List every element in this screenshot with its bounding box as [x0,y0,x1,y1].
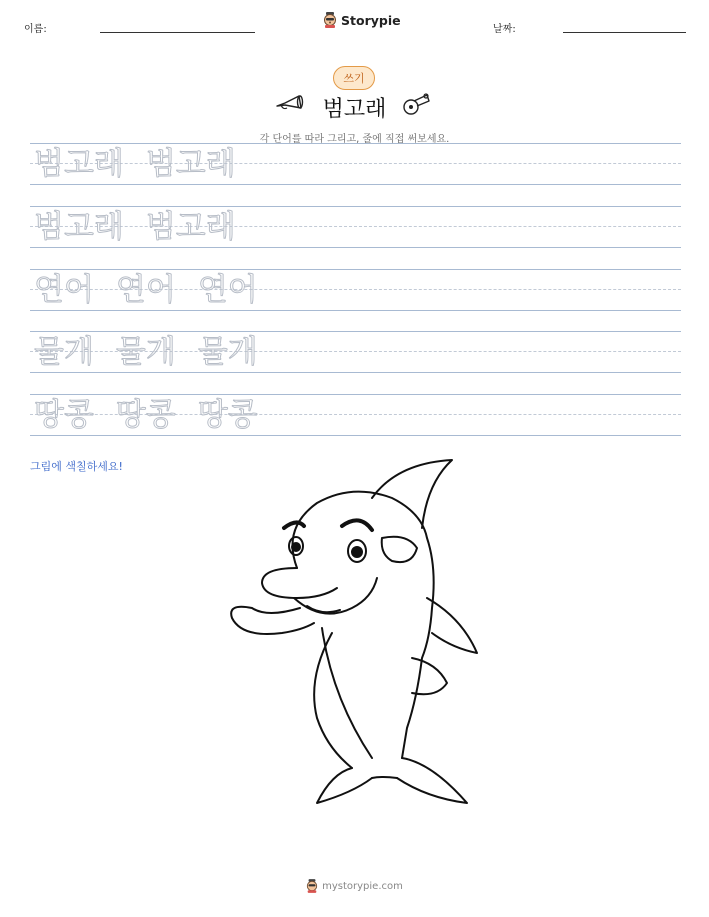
trace-word: 연어 [115,272,176,308]
trace-words [34,270,258,310]
trace-word: 연어 [197,272,258,308]
brand-name: Storypie [341,12,401,28]
story-bear-icon [306,879,318,893]
guide-bot-line [30,184,681,185]
trace-word: 연어 [34,272,94,308]
guide-bot-line [30,310,681,311]
practice-row[interactable] [30,331,681,373]
trace-words [34,332,258,372]
date-write-line [563,32,686,33]
guide-bot-line [30,372,681,373]
name-write-line [100,32,255,33]
footer [0,879,709,893]
story-bear-icon [323,12,337,28]
whistle-icon [401,92,431,116]
trace-word: 땅콩 [34,397,94,433]
orca-illustration [222,458,492,813]
trace-word: 땅콩 [197,397,258,433]
footer-url[interactable]: mystorypie.com [322,880,403,892]
practice-row[interactable] [30,206,681,248]
trace-word: 범고래 [145,209,236,245]
trace-word: 물개 [115,334,176,370]
practice-row[interactable] [30,394,681,436]
trace-word: 물개 [197,334,258,370]
guide-bot-line [30,247,681,248]
trace-words [34,144,236,184]
instruction-text: 각 단어를 따라 그리고, 줄에 직접 써보세요. [259,134,450,145]
trace-word: 물개 [34,334,94,370]
name-label: 이름: [24,24,47,35]
color-prompt: 그림에 색칠하세요! [30,460,123,473]
trace-word: 범고래 [34,209,124,245]
guide-bot-line [30,435,681,436]
practice-row[interactable] [30,143,681,185]
trace-words [34,395,258,435]
brand-logo [323,12,401,28]
trace-word: 범고래 [145,146,236,182]
practice-row[interactable] [30,269,681,311]
trace-word: 범고래 [34,146,124,182]
writing-badge: 쓰기 [333,66,375,90]
date-label: 날짜: [493,24,516,35]
trace-words [34,207,236,247]
page-title: 범고래 [322,97,387,122]
trace-word: 땅콩 [115,397,176,433]
